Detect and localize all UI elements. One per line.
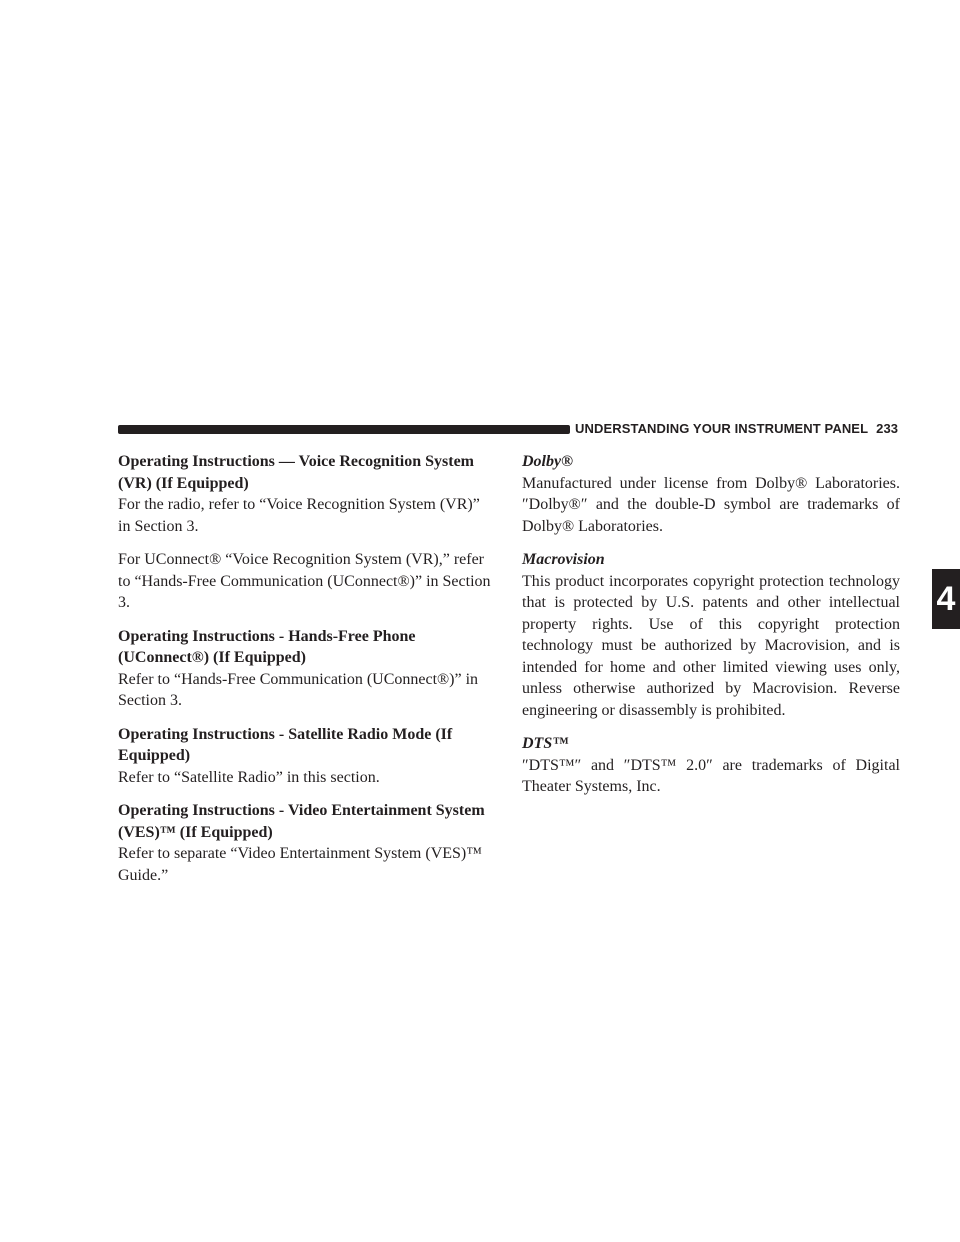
satellite-radio-text: Refer to “Satellite Radio” in this section. <box>118 768 380 786</box>
video-entertainment-text: Refer to separate “Video Entertainment System (VES)™ Guide.” <box>118 845 482 884</box>
dts-text: ″DTS™″ and ″DTS™ 2.0″ are trademarks of Digital Theater Systems, Inc. <box>522 756 900 795</box>
video-entertainment-heading: Operating Instructions - Video Entertainment System (VES)™ (If Equipped) <box>118 802 485 841</box>
dolby-heading: Dolby® <box>522 453 574 470</box>
page-number: 233 <box>876 421 899 436</box>
voice-recognition-heading: Operating Instructions — Voice Recognition System (VR) (If Equipped) <box>118 453 474 492</box>
voice-recognition-uconnect-text: For UConnect® “Voice Recognition System (VR),” refer to “Hands-Free Communication (UConnect®)” in Section 3. <box>118 551 491 611</box>
running-header <box>575 421 905 436</box>
satellite-radio-heading: Operating Instructions - Satellite Radio Mode (If Equipped) <box>118 725 453 764</box>
dts-heading: DTS™ <box>522 735 569 752</box>
section-title: UNDERSTANDING YOUR INSTRUMENT PANEL <box>575 421 869 436</box>
hands-free-phone-heading: Operating Instructions - Hands-Free Phone (UConnect®) (If Equipped) <box>118 627 416 666</box>
voice-recognition-radio-text: For the radio, refer to “Voice Recognition System (VR)” in Section 3. <box>118 496 480 535</box>
header-rule <box>118 425 570 434</box>
macrovision-heading: Macrovision <box>522 551 605 568</box>
macrovision-text: This product incorporates copyright protection technology that is protected by U.S. patents and other intellectual property rights. Use of this copyright protection technology must be authorized by Macrovision, and is intended for home and other limited viewing uses only, unless otherwise authorized by Macrovision. Reverse engineering or disassembly is prohibited. <box>522 572 900 719</box>
right-column <box>522 451 900 810</box>
left-column <box>118 451 496 898</box>
chapter-tab: 4 <box>932 569 960 629</box>
dolby-text: Manufactured under license from Dolby® Laboratories. ″Dolby®″ and the double-D symbol are trademarks of Dolby® Laboratories. <box>522 474 900 535</box>
hands-free-phone-text: Refer to “Hands-Free Communication (UConnect®)” in Section 3. <box>118 670 479 709</box>
